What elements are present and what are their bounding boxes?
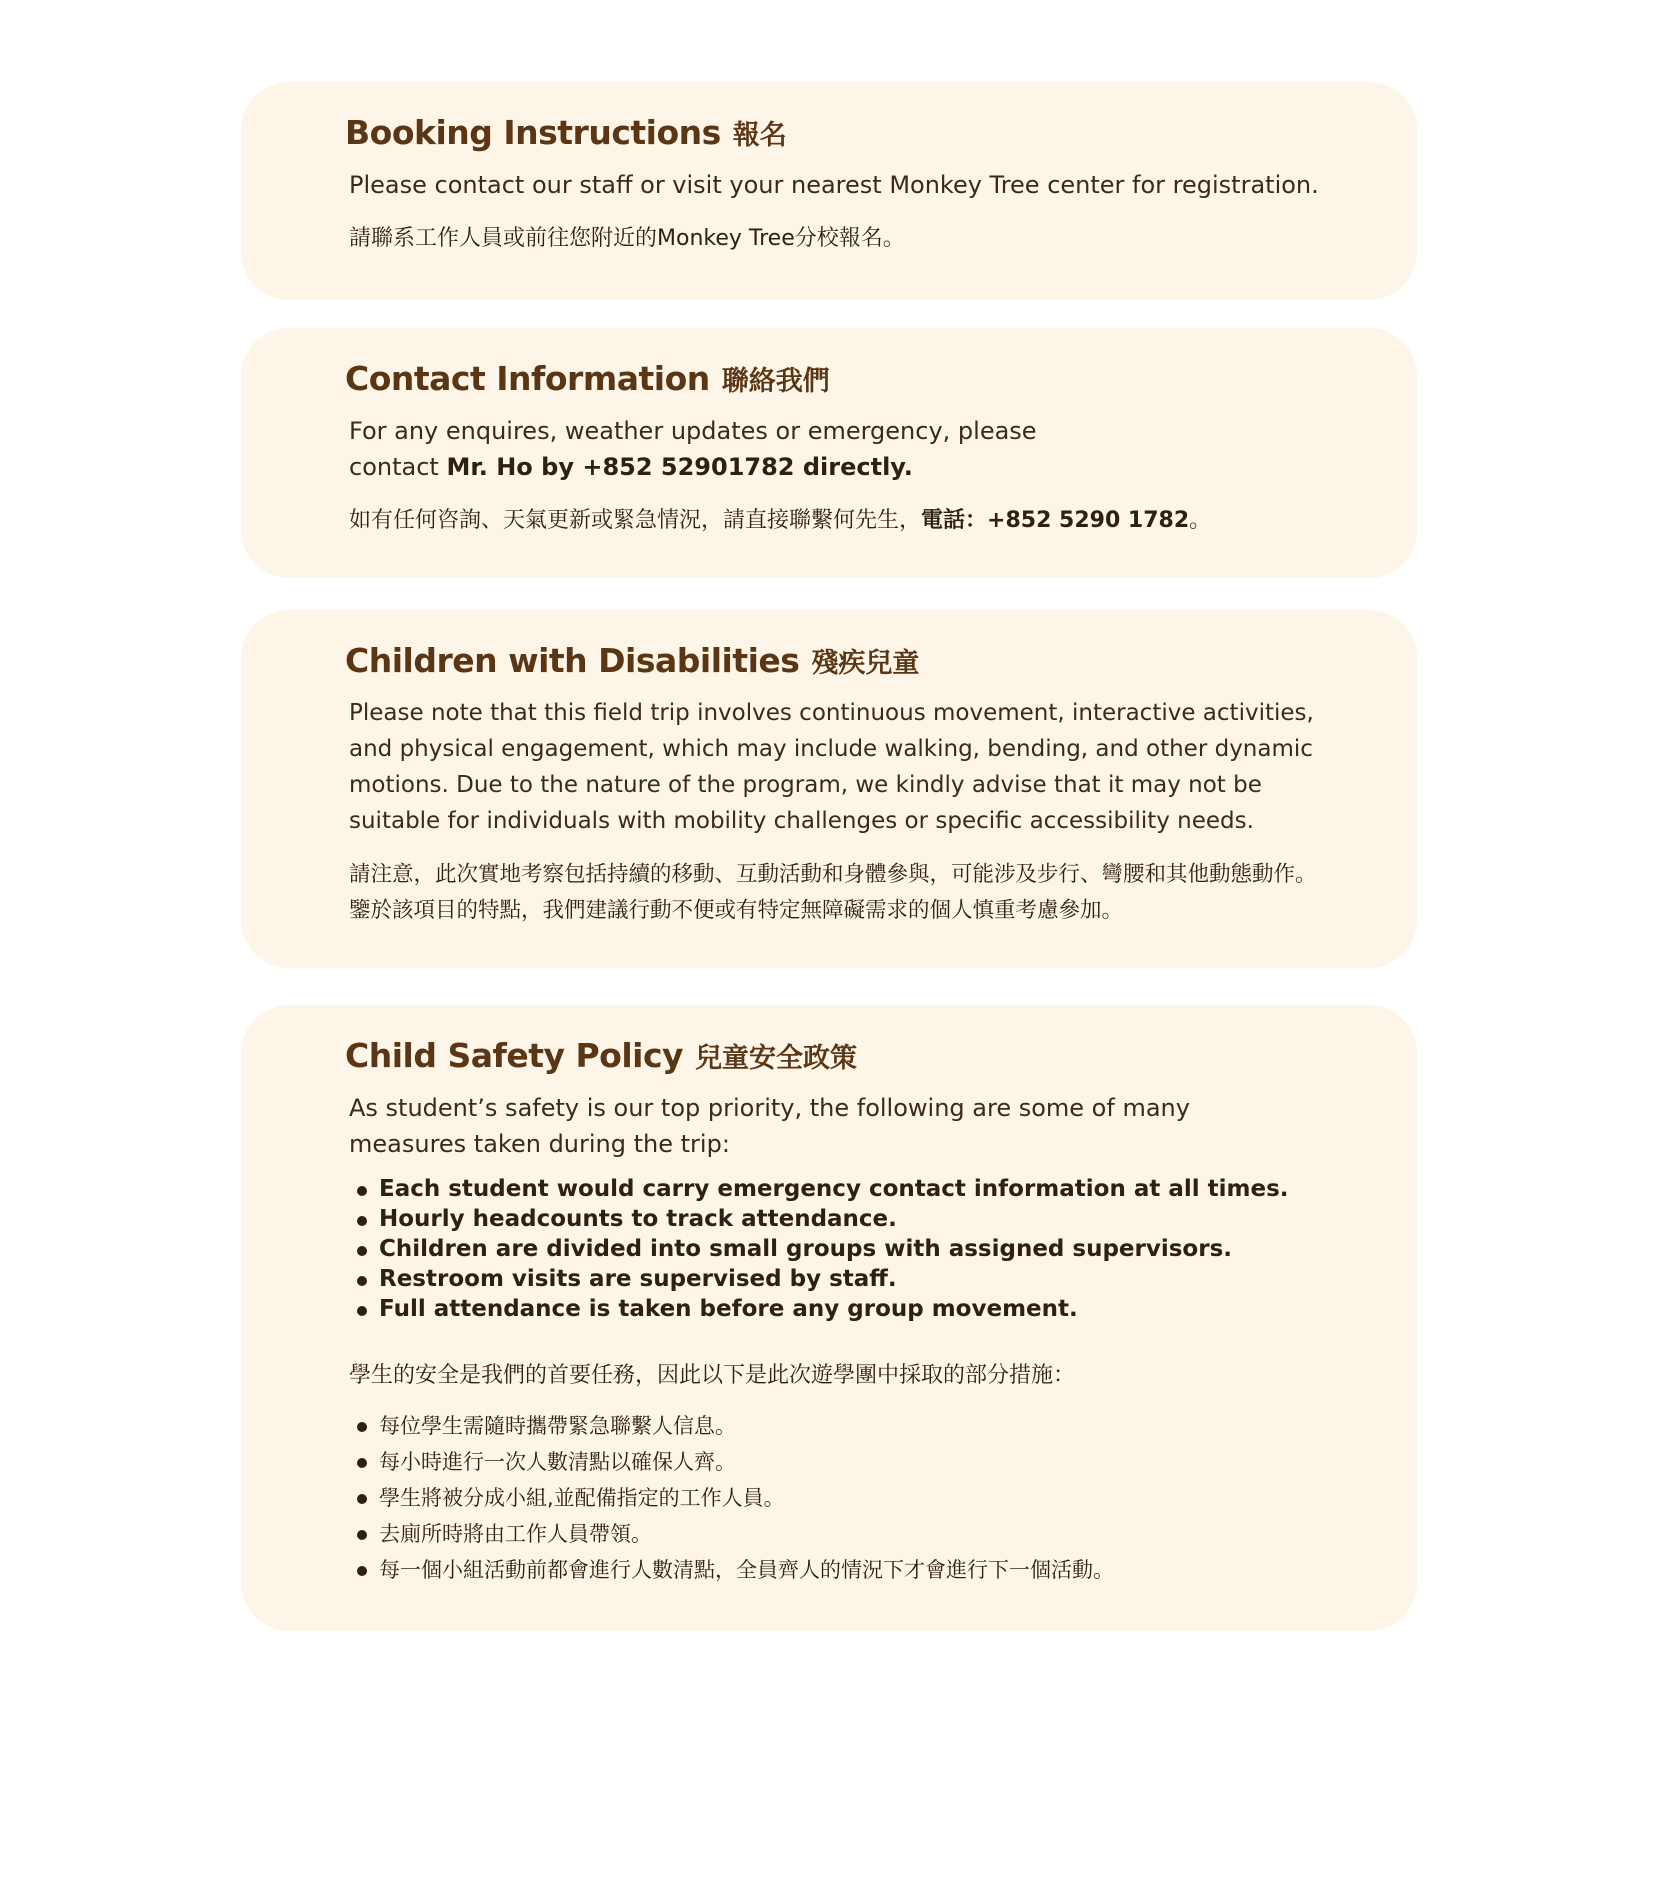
booking-instructions-card bbox=[241, 82, 1417, 300]
list-item: 每位學生需隨時攜帶緊急聯繫人信息。 bbox=[349, 1408, 1337, 1444]
list-item: Restroom visits are supervised by staff. bbox=[349, 1264, 1337, 1294]
safety-title-en: Child Safety Policy bbox=[345, 1036, 684, 1075]
contact-phone-zh: 電話：+852 5290 1782 bbox=[921, 508, 1190, 533]
contact-title-zh: 聯絡我們 bbox=[721, 366, 830, 397]
contact-heading bbox=[345, 356, 1337, 405]
list-item: 去廁所時將由工作人員帶領。 bbox=[349, 1516, 1337, 1552]
disabilities-heading bbox=[345, 638, 1337, 687]
contact-body-zh bbox=[349, 503, 1337, 539]
list-item: 每小時進行一次人數清點以確保人齊。 bbox=[349, 1444, 1337, 1480]
contact-phone-en: Mr. Ho by +852 52901782 directly. bbox=[446, 453, 913, 481]
booking-title-en: Booking Instructions bbox=[345, 113, 721, 152]
list-item: Each student would carry emergency contact information at all times. bbox=[349, 1174, 1337, 1204]
booking-body-en: Please contact our staff or visit your nearest Monkey Tree center for registration. bbox=[349, 171, 1319, 199]
list-item: 學生將被分成小組,並配備指定的工作人員。 bbox=[349, 1480, 1337, 1516]
contact-title-en: Contact Information bbox=[345, 359, 710, 398]
contact-body-zh-text: 如有任何咨詢、天氣更新或緊急情況，請直接聯繫何先生， bbox=[349, 508, 922, 533]
disabilities-title-en: Children with Disabilities bbox=[345, 641, 800, 680]
list-item: Full attendance is taken before any group movement. bbox=[349, 1294, 1337, 1324]
safety-intro-zh: 學生的安全是我們的首要任務，因此以下是此次遊學團中採取的部分措施： bbox=[349, 1363, 1076, 1388]
list-item: 每一個小組活動前都會進行人數清點，全員齊人的情況下才會進行下一個活動。 bbox=[349, 1552, 1337, 1588]
disabilities-body-zh: 請注意，此次實地考察包括持續的移動、互動活動和身體參與，可能涉及步行、彎腰和其他動態動作。鑒於該項目的特點，我們建議行動不便或有特定無障礙需求的個人慎重考慮參加。 bbox=[349, 862, 1317, 923]
booking-title-zh: 報名 bbox=[732, 120, 787, 151]
safety-title-zh: 兒童安全政策 bbox=[695, 1043, 858, 1074]
contact-information-card bbox=[241, 328, 1417, 578]
contact-body-en bbox=[349, 413, 1109, 485]
contact-body-en-text: For any enquires, weather updates or emergency, please contact bbox=[349, 417, 1037, 481]
list-item: Children are divided into small groups with assigned supervisors. bbox=[349, 1234, 1337, 1264]
safety-heading bbox=[345, 1033, 1337, 1082]
safety-measures-en bbox=[349, 1174, 1337, 1324]
booking-body-zh: 請聯系工作人員或前往您附近的Monkey Tree分校報名。 bbox=[349, 226, 905, 251]
disabilities-card bbox=[241, 610, 1417, 968]
child-safety-card bbox=[241, 1005, 1417, 1631]
disabilities-body-en: Please note that this field trip involves continuous movement, interactive activities, and physical engagement, which may include walking, bending, and other dynamic motions. Due to the nature of the program, we kindly advise that it may not be suitable for individuals with mobility challenges or specific accessibility needs. bbox=[349, 700, 1314, 834]
list-item: Hourly headcounts to track attendance. bbox=[349, 1204, 1337, 1234]
disabilities-title-zh: 殘疾兒童 bbox=[811, 648, 920, 679]
contact-body-zh-end: 。 bbox=[1189, 508, 1212, 533]
safety-measures-zh bbox=[349, 1408, 1337, 1588]
safety-intro-en: As student’s safety is our top priority, the following are some of many measures taken during the trip: bbox=[349, 1094, 1190, 1158]
booking-heading bbox=[345, 110, 1337, 159]
